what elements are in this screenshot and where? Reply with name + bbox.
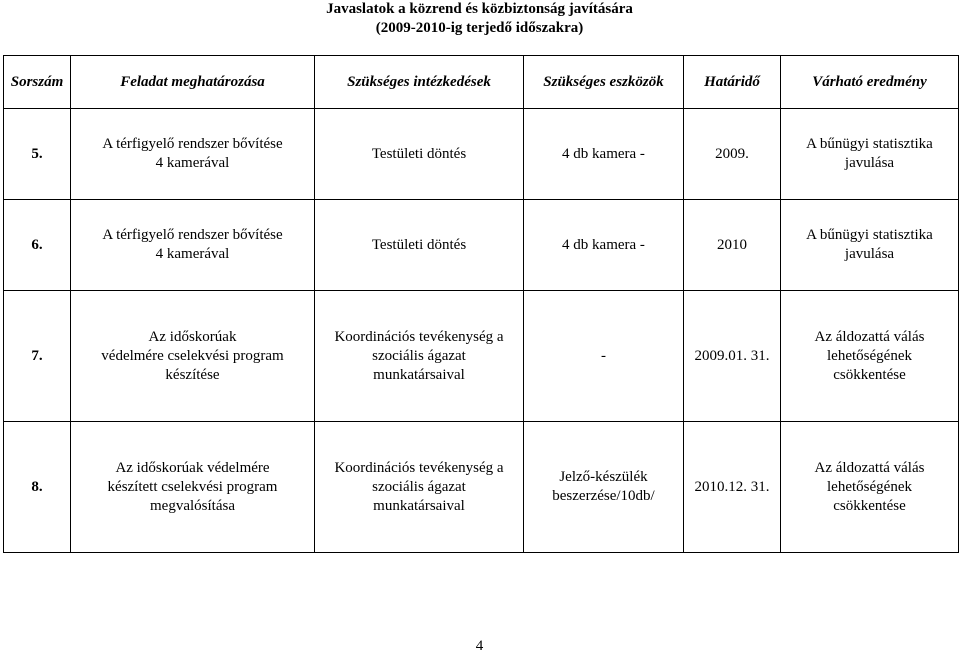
task-cell: [71, 200, 315, 291]
header-cell: Szükséges eszközök: [524, 56, 684, 109]
measure-line: Testületi döntés: [371, 145, 467, 162]
result-line: csökkentése: [833, 497, 906, 514]
title-line-2: (2009-2010-ig terjedő időszakra): [375, 20, 584, 36]
deadline-line: 2009.: [715, 145, 749, 162]
task-cell: [71, 109, 315, 200]
title-line-1: Javaslatok a közrend és közbiztonság javítására: [326, 1, 633, 17]
table-row: [4, 422, 959, 553]
result-line: lehetőségének: [827, 478, 912, 495]
result-line: javulása: [844, 155, 895, 171]
tools-cell: [524, 422, 684, 553]
measure-cell: [315, 422, 524, 553]
task-line: 4 kamerával: [155, 155, 230, 171]
deadline-cell: [684, 200, 781, 291]
task-line: Az időskorúak: [148, 328, 237, 345]
header-cell: Várható eredmény: [781, 56, 959, 109]
measure-line: munkatársaival: [373, 366, 465, 383]
result-line: A bűnügyi statisztika: [806, 136, 933, 152]
deadline-line: 2010: [717, 236, 747, 253]
result-cell: [781, 422, 959, 553]
row-number: 7.: [4, 291, 71, 422]
deadline-line: 2009.01. 31.: [694, 347, 770, 364]
result-cell: [781, 109, 959, 200]
table-row: [4, 291, 959, 422]
tools-line: 4 db kamera -: [562, 145, 645, 162]
tools-line: 4 db kamera -: [562, 236, 645, 253]
header-cell: Szükséges intézkedések: [315, 56, 524, 109]
measure-line: Koordinációs tevékenység a: [334, 328, 504, 345]
measure-line: szociális ágazat: [372, 347, 466, 364]
result-line: csökkentése: [833, 366, 906, 383]
row-number: 8.: [4, 422, 71, 553]
row-number: 5.: [4, 109, 71, 200]
result-line: Az áldozattá válás: [814, 459, 925, 476]
task-cell: [71, 291, 315, 422]
table-row: [4, 109, 959, 200]
result-line: Az áldozattá válás: [814, 328, 925, 345]
task-cell: [71, 422, 315, 553]
page-number: 4: [475, 638, 484, 654]
task-line: A térfigyelő rendszer bővítése: [102, 227, 283, 243]
tools-line: beszerzése/10db/: [552, 488, 655, 504]
tools-cell: [524, 291, 684, 422]
task-line: készített cselekvési program: [107, 478, 278, 495]
result-line: javulása: [844, 246, 895, 262]
tools-line: Jelző-készülék: [559, 469, 648, 485]
measure-cell: [315, 291, 524, 422]
measure-line: szociális ágazat: [372, 478, 466, 495]
deadline-cell: [684, 109, 781, 200]
header-cell: Sorszám: [4, 56, 71, 109]
header-row: [4, 56, 959, 109]
header-cell: Feladat meghatározása: [71, 56, 315, 109]
tools-line: -: [601, 347, 606, 364]
task-line: Az időskorúak védelmére: [115, 459, 270, 476]
tools-cell: [524, 200, 684, 291]
measure-cell: [315, 109, 524, 200]
deadline-cell: [684, 422, 781, 553]
task-line: védelmére cselekvési program: [101, 347, 284, 364]
result-cell: [781, 200, 959, 291]
table-row: [4, 200, 959, 291]
result-cell: [781, 291, 959, 422]
deadline-cell: [684, 291, 781, 422]
result-line: A bűnügyi statisztika: [806, 227, 933, 243]
proposals-table: [3, 55, 959, 553]
measure-line: munkatársaival: [373, 497, 465, 514]
measure-line: Koordinációs tevékenység a: [334, 459, 504, 476]
measure-line: Testületi döntés: [371, 236, 467, 253]
row-number: 6.: [4, 200, 71, 291]
document-title: [0, 0, 959, 38]
header-cell: Határidő: [684, 56, 781, 109]
result-line: lehetőségének: [827, 347, 912, 364]
task-line: készítése: [165, 366, 220, 383]
task-line: A térfigyelő rendszer bővítése: [102, 136, 283, 152]
measure-cell: [315, 200, 524, 291]
task-line: megvalósítása: [150, 497, 235, 514]
tools-cell: [524, 109, 684, 200]
task-line: 4 kamerával: [155, 246, 230, 262]
deadline-line: 2010.12. 31.: [694, 478, 770, 495]
